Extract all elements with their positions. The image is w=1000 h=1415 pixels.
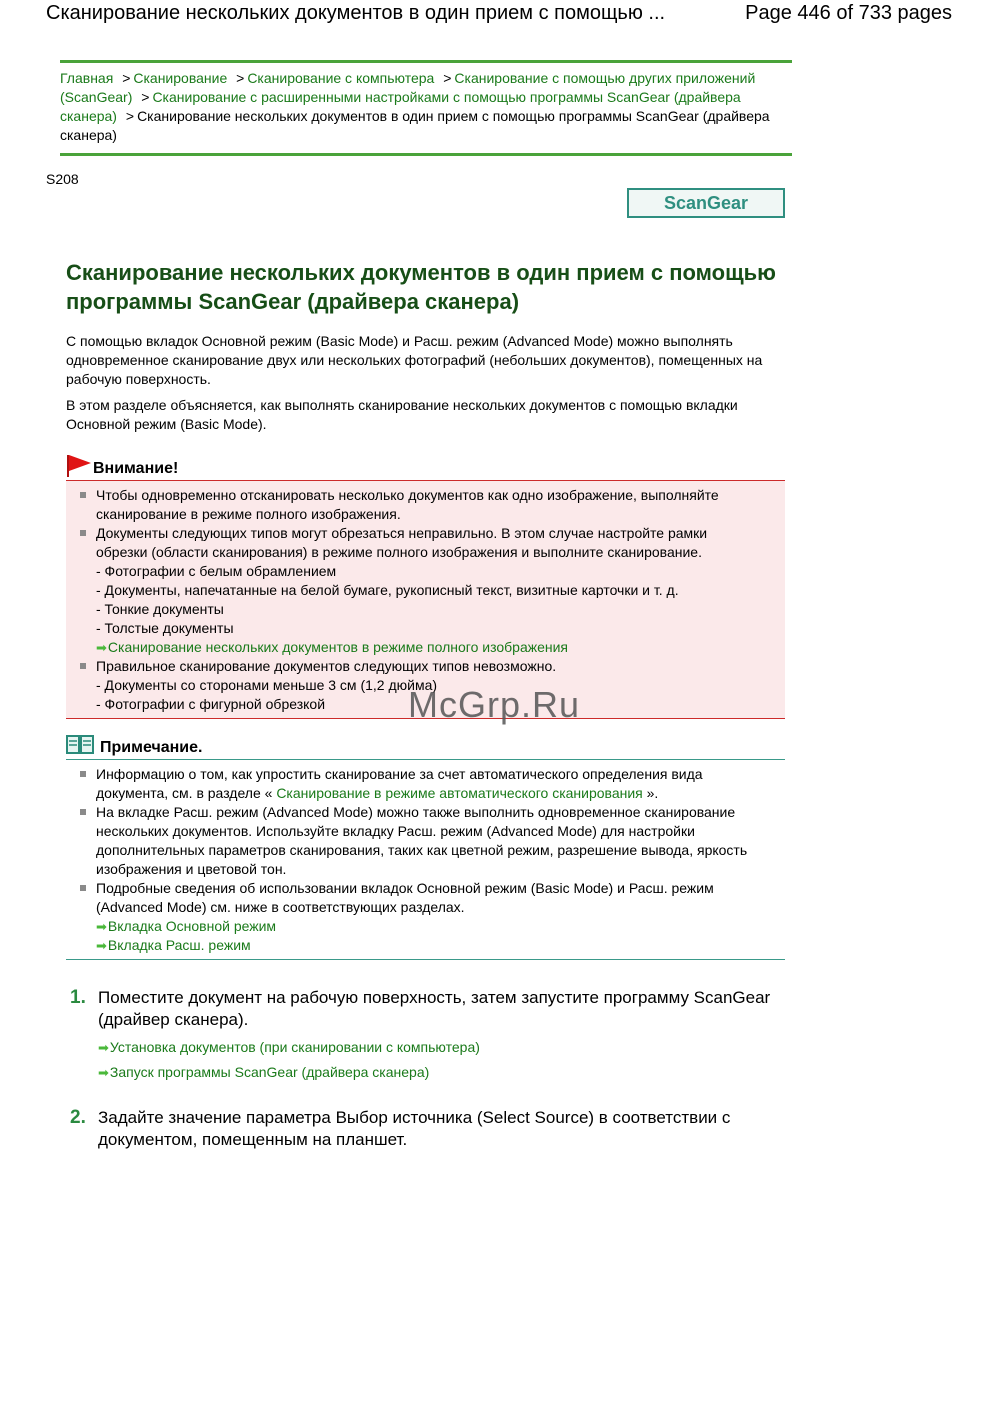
attention-box — [66, 454, 785, 719]
intro-text — [66, 332, 766, 441]
sub-item: - Фотографии с фигурной обрезкой — [96, 696, 326, 712]
attention-header — [66, 454, 785, 480]
sub-item: - Документы со сторонами меньше 3 см (1,2 дюйма) — [96, 677, 438, 693]
page-title: Сканирование нескольких документов в один прием с помощью программы ScanGear (драйвера сканера) — [66, 260, 776, 314]
arrow-right-icon: ➡ — [96, 919, 107, 934]
notice-body — [66, 759, 785, 960]
breadcrumb-link-home[interactable]: Главная — [60, 70, 114, 86]
breadcrumb — [60, 60, 792, 156]
breadcrumb-link-other-apps[interactable]: Сканирование с помощью других приложений (ScanGear) — [60, 70, 756, 105]
arrow-right-icon: ➡ — [98, 1065, 109, 1080]
notice-label: Примечание. — [100, 739, 203, 756]
list-item-text: Документы следующих типов могут обрезаться неправильно. В этом случае настройте рамки обрезки (области сканирования) в режиме полного изображения и выполните сканирование. — [96, 525, 708, 560]
notice-header — [66, 733, 785, 759]
book-icon — [66, 735, 94, 755]
list-item — [66, 765, 785, 803]
breadcrumb-current: Сканирование нескольких документов в один прием с помощью программы ScanGear (драйвера сканера) — [60, 108, 770, 143]
step-text: Задайте значение параметра Выбор источника (Select Source) в соответствии с документом, помещенным на планшет. — [98, 1108, 731, 1149]
arrow-right-icon: ➡ — [98, 1040, 109, 1055]
link-text[interactable]: Сканирование нескольких документов в режиме полного изображения — [107, 639, 569, 655]
step-number: 2. — [70, 1107, 86, 1128]
advanced-mode-tab-link[interactable] — [96, 936, 755, 955]
breadcrumb-separator: > — [125, 108, 135, 124]
list-item — [66, 524, 785, 657]
link-text[interactable]: Установка документов (при сканировании с компьютера) — [109, 1039, 480, 1055]
red-flag-icon — [66, 454, 92, 478]
breadcrumb-link-scan-from-computer[interactable]: Сканирование с компьютера — [247, 70, 435, 86]
breadcrumb-separator: > — [141, 89, 150, 105]
link-text[interactable]: Запуск программы ScanGear (драйвера сканера) — [109, 1064, 430, 1080]
basic-mode-tab-link[interactable] — [96, 917, 755, 936]
step-text: Поместите документ на рабочую поверхность, затем запустите программу ScanGear (драйвер сканера). — [98, 988, 771, 1029]
breadcrumb-separator: > — [122, 70, 131, 86]
breadcrumb-link-advanced-settings[interactable]: Сканирование с расширенными настройками с помощью программы ScanGear (драйвера сканера) — [60, 89, 741, 124]
list-item-text: Информацию о том, как упростить сканирование за счет автоматического определения вида документа, см. в разделе « — [96, 766, 703, 801]
list-item-text: Подробные сведения об использовании вкладок Основной режим (Basic Mode) и Расш. режим (Advanced Mode) см. ниже в соответствующих разделах. — [96, 880, 714, 915]
start-scangear-link[interactable] — [98, 1060, 480, 1085]
list-item — [66, 803, 785, 879]
page-header-title: Сканирование нескольких документов в один прием с помощью ... — [46, 2, 666, 24]
auto-scan-mode-link[interactable]: Сканирование в режиме автоматического сканирования — [276, 785, 643, 801]
page-code: S208 — [46, 171, 79, 187]
link-text[interactable]: Вкладка Расш. режим — [107, 937, 251, 953]
arrow-right-icon: ➡ — [96, 640, 107, 655]
link-text[interactable]: Вкладка Основной режим — [107, 918, 277, 934]
arrow-right-icon: ➡ — [96, 938, 107, 953]
list-item — [66, 879, 785, 955]
intro-paragraph: В этом разделе объясняется, как выполнять сканирование нескольких документов с помощью вкладки Основной режим (Basic Mode). — [66, 397, 738, 432]
page-counter: Page 446 of 733 pages — [745, 2, 952, 24]
intro-paragraph: С помощью вкладок Основной режим (Basic Mode) и Расш. режим (Advanced Mode) можно выполнять одновременное сканирование двух или нескольких фотографий (небольших документов), помещенных на рабочую поверхность. — [66, 333, 763, 387]
step-number: 1. — [70, 987, 86, 1008]
breadcrumb-separator: > — [236, 70, 245, 86]
list-item-text: Правильное сканирование документов следующих типов невозможно. — [96, 658, 557, 674]
sub-item: - Фотографии с белым обрамлением — [96, 563, 337, 579]
sub-item: - Документы, напечатанные на белой бумаге, рукописный текст, визитные карточки и т. д. — [96, 582, 679, 598]
place-documents-link[interactable] — [98, 1035, 480, 1060]
scangear-badge: ScanGear — [627, 188, 785, 218]
watermark: McGrp.Ru — [408, 684, 581, 725]
list-item — [66, 486, 785, 524]
list-item-text: Чтобы одновременно отсканировать несколько документов как одно изображение, выполняйте сканирование в режиме полного изображения. — [96, 487, 719, 522]
notice-box — [66, 733, 785, 960]
full-image-mode-link[interactable] — [96, 638, 755, 657]
attention-label: Внимание! — [93, 460, 179, 477]
breadcrumb-separator: > — [443, 70, 452, 86]
list-item-text: На вкладке Расш. режим (Advanced Mode) можно также выполнить одновременное сканирование нескольких документов. Используйте вкладку Расш. режим (Advanced Mode) для настройки дополнительных параметров сканирования, таких как цветной режим, разрешение вывода, яркость изображения и цветовой тон. — [96, 804, 748, 877]
breadcrumb-link-scanning[interactable]: Сканирование — [133, 70, 228, 86]
sub-item: - Толстые документы — [96, 620, 234, 636]
list-item-text: ». — [646, 785, 659, 801]
sub-item: - Тонкие документы — [96, 601, 224, 617]
step-links — [98, 1035, 480, 1085]
